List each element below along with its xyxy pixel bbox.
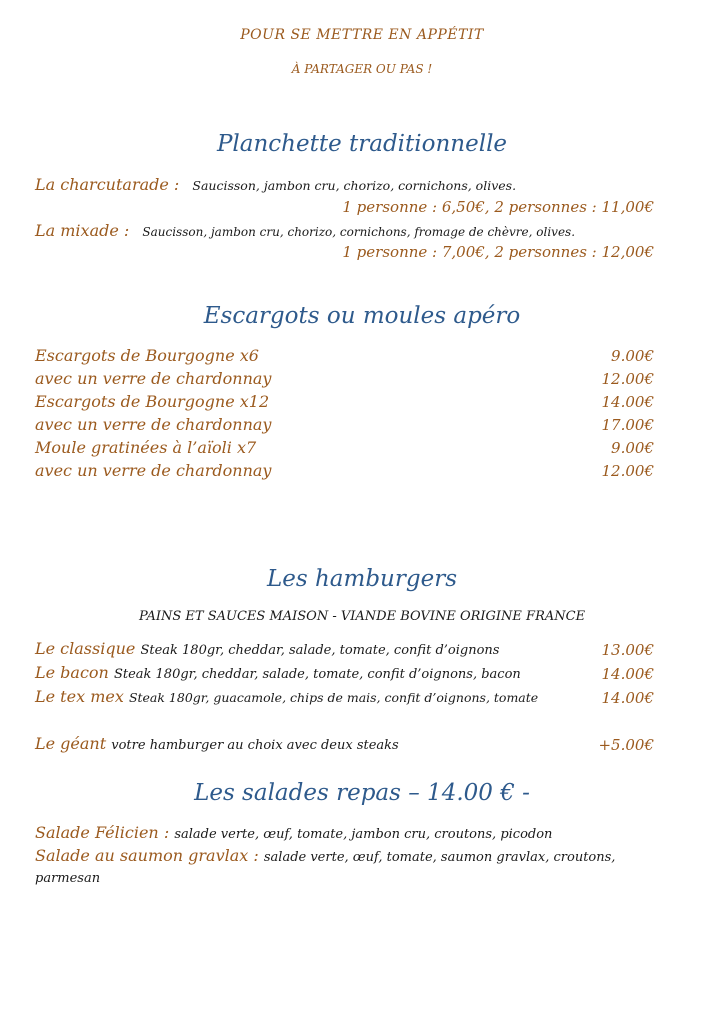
item-name: avec un verre de chardonnay [35,369,272,388]
item-name: Escargots de Bourgogne x12 [35,392,270,411]
menu-item [35,734,399,753]
item-description: Steak 180gr, guacamole, chips de mais, confit d’oignons, tomate [128,690,539,705]
item-name: Moule gratinées à l’aïoli x7 [35,438,257,457]
section-title-planchette: Planchette traditionnelle [216,131,508,157]
item-description: votre hamburger au choix avec deux steaks [111,738,399,753]
item-description: salade verte, œuf, tomate, saumon gravlax, croutons, [263,850,616,865]
section-title-salades: Les salades repas – 14.00 € - [194,780,530,806]
item-price: 12.00€ [601,462,654,480]
item-description: Saucisson, jambon cru, chorizo, cornichons, olives. [192,178,517,193]
menu-item [35,663,521,682]
item-name: Le bacon [35,663,109,682]
menu-item [35,639,499,658]
item-description-continued: parmesan [35,871,101,886]
hamburgers-subtitle: PAINS ET SAUCES MAISON - VIANDE BOVINE ORIGINE FRANCE [138,609,586,624]
section-title-escargots: Escargots ou moules apéro [203,303,521,329]
item-name: Le classique [35,639,136,658]
item-name: Escargots de Bourgogne x6 [35,346,259,365]
item-description: salade verte, œuf, tomate, jambon cru, croutons, picodon [174,827,553,842]
item-name: Le géant [35,734,107,753]
menu-item [35,175,516,194]
item-price: 9.00€ [611,347,654,365]
item-price: 1 personne : 6,50€, 2 personnes : 11,00€ [342,198,654,216]
menu-item [35,846,615,865]
item-price: 9.00€ [611,439,654,457]
item-price: 17.00€ [601,416,654,434]
item-price: 1 personne : 7,00€, 2 personnes : 12,00€ [342,243,654,261]
header-line-2: À PARTAGER OU PAS ! [291,62,433,76]
item-description: Steak 180gr, cheddar, salade, tomate, confit d’oignons, bacon [113,667,521,682]
item-name: Salade Félicien : [35,823,170,842]
item-price: 14.00€ [601,665,654,683]
menu-item [35,221,575,240]
item-price: 13.00€ [601,641,654,659]
item-name: avec un verre de chardonnay [35,461,272,480]
item-description: Steak 180gr, cheddar, salade, tomate, confit d’oignons [140,643,500,658]
item-price: 12.00€ [601,370,654,388]
item-name: avec un verre de chardonnay [35,415,272,434]
item-name: Le tex mex [35,687,124,706]
header-line-1: POUR SE METTRE EN APPÉTIT [240,27,484,43]
item-price: +5.00€ [598,736,654,754]
item-price: 14.00€ [601,393,654,411]
item-name: Salade au saumon gravlax : [35,846,259,865]
item-description: Saucisson, jambon cru, chorizo, cornichons, fromage de chèvre, olives. [142,225,576,239]
menu-item [35,823,552,842]
item-name: La mixade : [35,221,130,240]
item-price: 14.00€ [601,689,654,707]
menu-item [35,687,538,706]
section-title-hamburgers: Les hamburgers [267,566,457,592]
item-name: La charcutarade : [35,175,180,194]
